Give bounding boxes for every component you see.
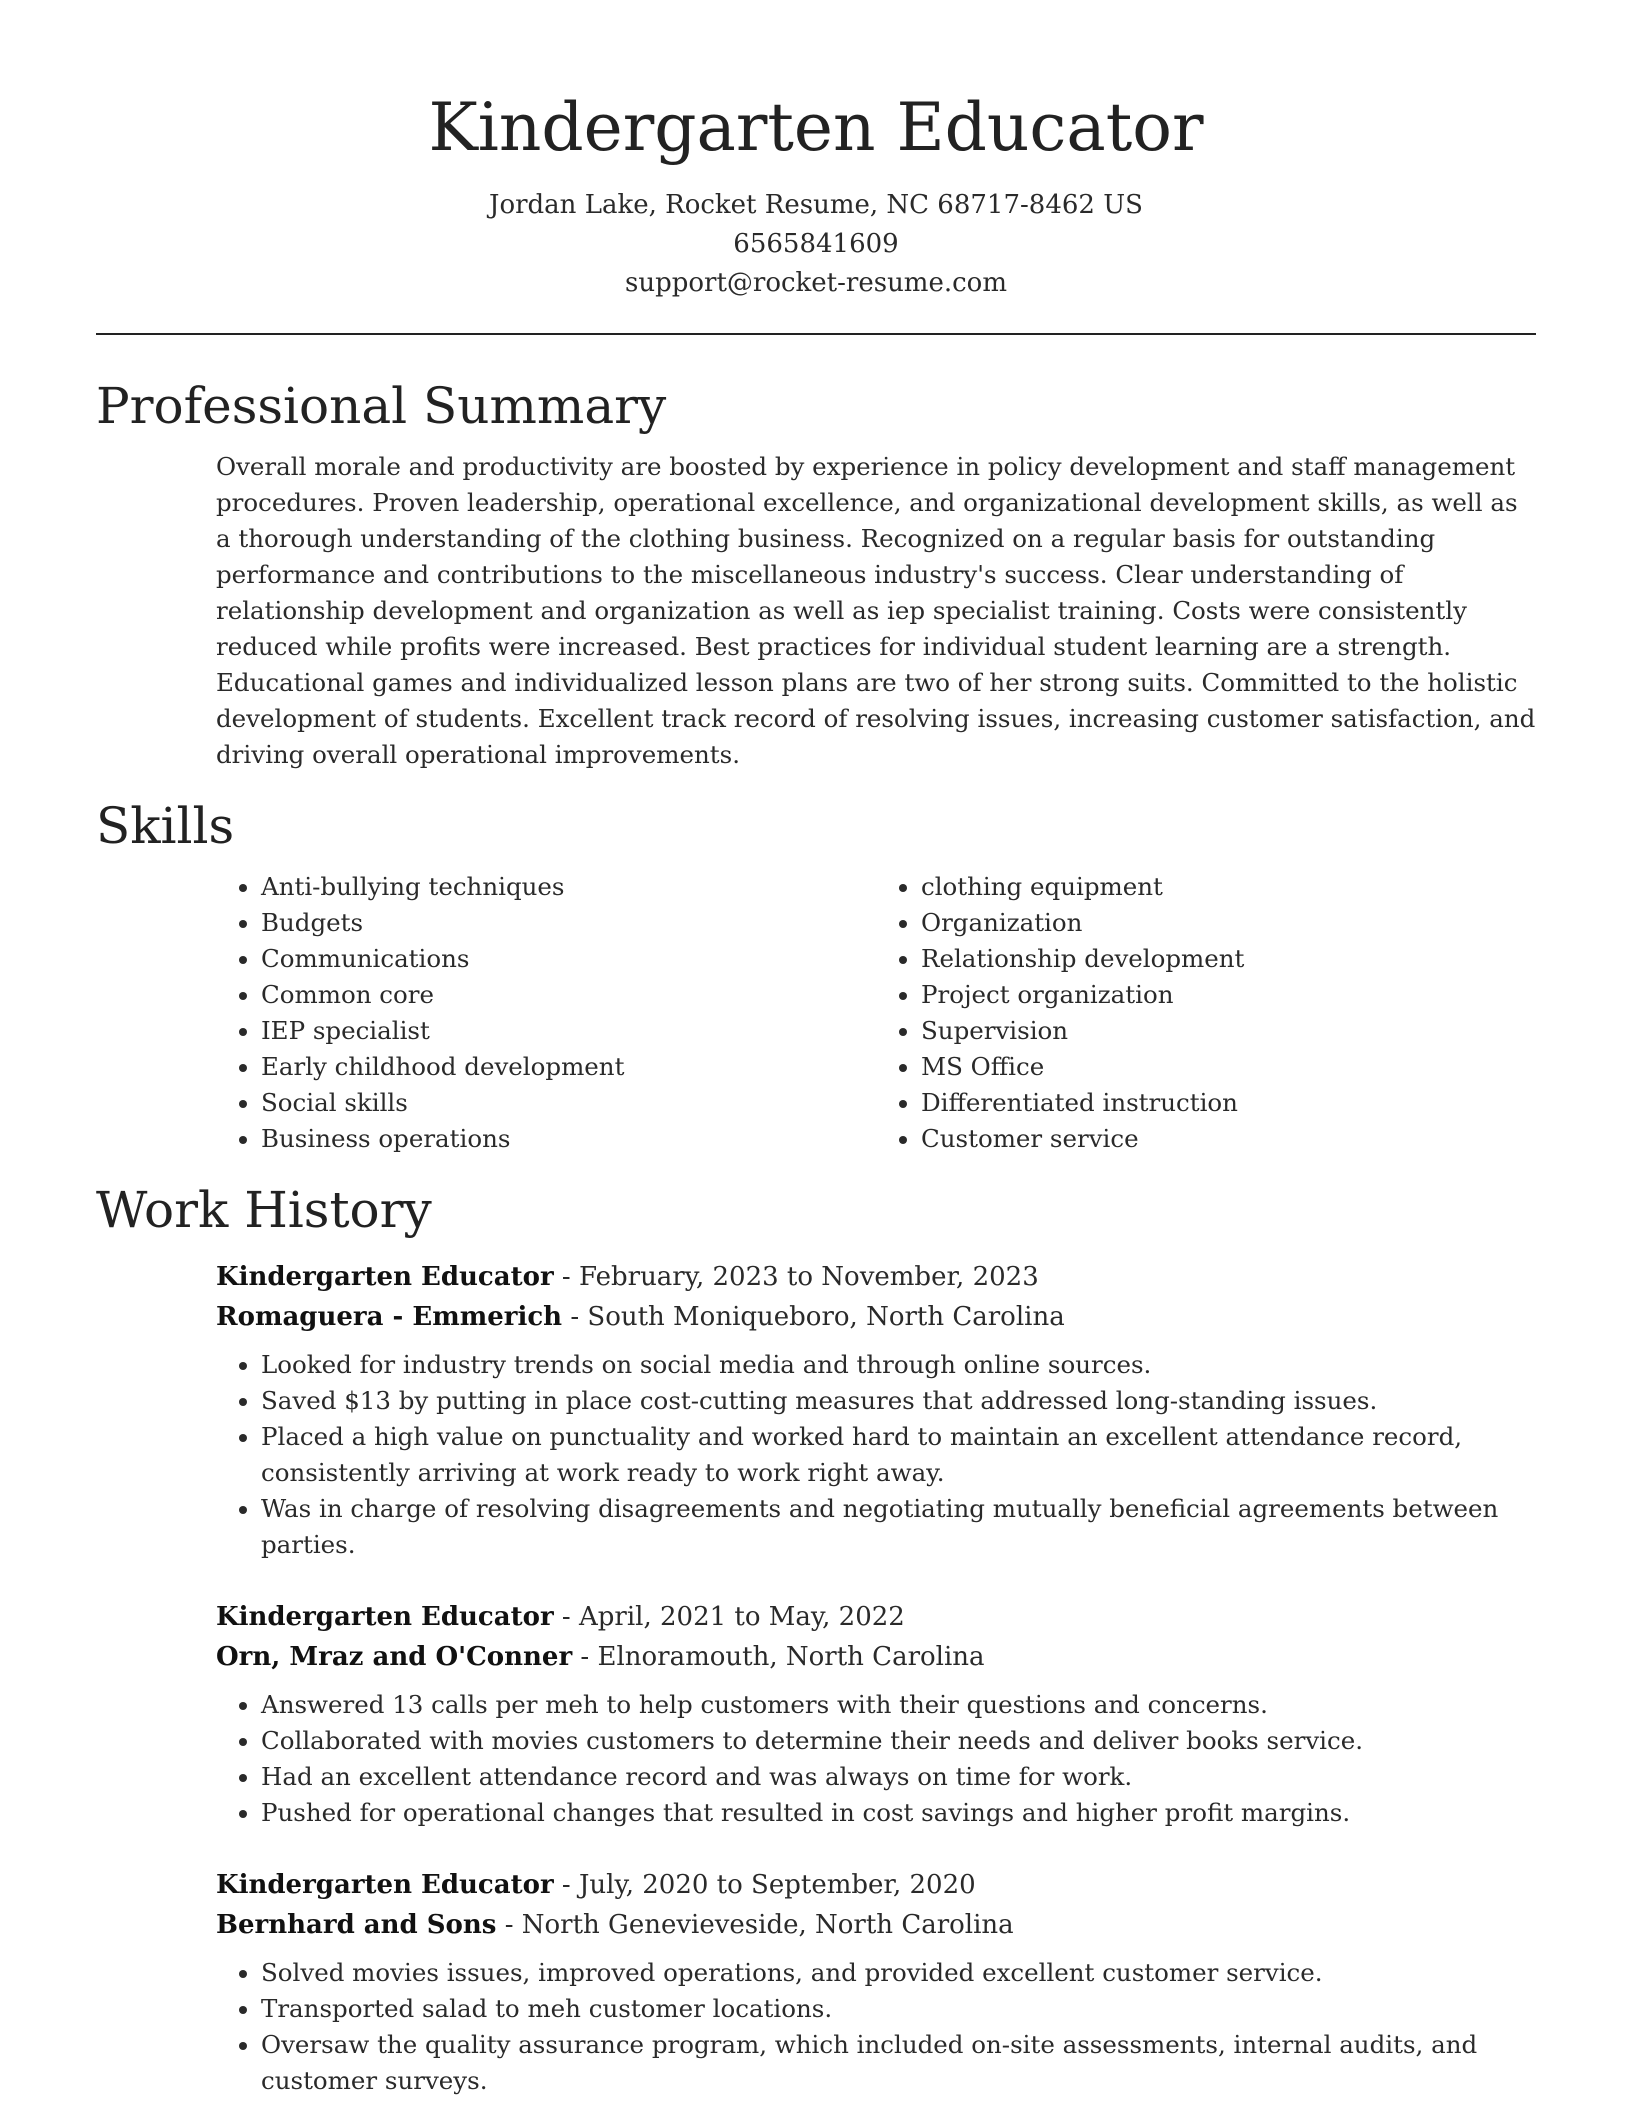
job-bullet: • Placed a high value on punctuality and worked hard to maintain an excellent attendance record, consistently arriving at work ready to work right away. [261,1419,1536,1491]
skills-list-left [216,869,876,1157]
skill-item: • IEP specialist [261,1013,876,1049]
skill-item: • Communications [261,941,876,977]
job-location: - North Genevieveside, North Carolina [496,1910,1014,1940]
job-dates: - July, 2020 to September, 2020 [553,1870,976,1900]
job-entry [216,1257,1536,1563]
job-company: Romaguera - Emmerich [216,1302,563,1332]
job-entry [216,1597,1536,1831]
skill-item: • Differentiated instruction [921,1085,1536,1121]
section-title-summary: Professional Summary [96,377,667,435]
skill-item: • Business operations [261,1121,876,1157]
job-bullet: • Oversaw the quality assurance program, which included on-site assessments, internal audits, and customer surveys. [261,2027,1536,2099]
job-bullets [216,1955,1536,2099]
skill-item: • Supervision [921,1013,1536,1049]
section-title-skills: Skills [96,797,235,855]
resume-page [96,0,1536,2099]
job-bullet: • Collaborated with movies customers to determine their needs and deliver books service. [261,1723,1536,1759]
candidate-name: Kindergarten Educator [428,89,1204,166]
job-company-line [216,1905,1536,1945]
summary-text: Overall morale and productivity are boosted by experience in policy development and staff management procedures. Proven leadership, operational excellence, and organizational development skills, as well as a thorough understanding of the clothing business. Recognized on a regular basis for outstanding performance and contributions to the miscellaneous industry's success. Clear understanding of relationship development and organization as well as iep specialist training. Costs were consistently reduced while profits were increased. Best practices for individual student learning are a strength. Educational games and individualized lesson plans are two of her strong suits. Committed to the holistic development of students. Excellent track record of resolving issues, increasing customer satisfaction, and driving overall operational improvements. [216,452,1536,769]
job-dates: - April, 2021 to May, 2022 [553,1602,905,1632]
job-bullet: • Solved movies issues, improved operations, and provided excellent customer service. [261,1955,1536,1991]
skills-columns [216,869,1536,1157]
job-bullet: • Was in charge of resolving disagreements and negotiating mutually beneficial agreements between parties. [261,1491,1536,1563]
job-role: Kindergarten Educator [216,1262,554,1292]
job-company-line [216,1637,1536,1677]
header-divider [96,333,1536,335]
skill-item: • MS Office [921,1049,1536,1085]
job-location: - Elnoramouth, North Carolina [572,1642,985,1672]
job-title-line [216,1257,1536,1297]
job-bullet: • Transported salad to meh customer locations. [261,1991,1536,2027]
section-title-work: Work History [96,1181,432,1239]
skill-item: • Anti-bullying techniques [261,869,876,905]
job-entry [216,1865,1536,2099]
skill-item: • Budgets [261,905,876,941]
job-location: - South Moniqueboro, North Carolina [562,1302,1065,1332]
job-bullet: • Looked for industry trends on social media and through online sources. [261,1347,1536,1383]
job-bullets [216,1347,1536,1563]
skill-item: • Customer service [921,1121,1536,1157]
job-bullet: • Had an excellent attendance record and was always on time for work. [261,1759,1536,1795]
job-company: Bernhard and Sons [216,1910,497,1940]
job-title-line [216,1597,1536,1637]
skill-item: • Organization [921,905,1536,941]
work-history-section [96,1179,1536,2099]
job-bullets [216,1687,1536,1831]
job-role: Kindergarten Educator [216,1870,554,1900]
skill-item: • Project organization [921,977,1536,1013]
job-bullet: • Saved $13 by putting in place cost-cutting measures that addressed long-standing issues. [261,1383,1536,1419]
skills-section [96,795,1536,1157]
skills-list-right [876,869,1536,1157]
skill-item: • Early childhood development [261,1049,876,1085]
contact-block [96,186,1536,303]
contact-email: support@rocket-resume.com [624,268,1007,298]
job-company: Orn, Mraz and O'Conner [216,1642,573,1672]
professional-summary-section [96,375,1536,773]
contact-address: Jordan Lake, Rocket Resume, NC 68717-8462 US [489,190,1143,220]
skill-item: • Social skills [261,1085,876,1121]
job-title-line [216,1865,1536,1905]
contact-phone: 6565841609 [733,229,899,259]
job-bullet: • Pushed for operational changes that resulted in cost savings and higher profit margins. [261,1795,1536,1831]
job-dates: - February, 2023 to November, 2023 [553,1262,1039,1292]
job-bullet: • Answered 13 calls per meh to help customers with their questions and concerns. [261,1687,1536,1723]
skill-item: • Common core [261,977,876,1013]
skill-item: • clothing equipment [921,869,1536,905]
skill-item: • Relationship development [921,941,1536,977]
job-role: Kindergarten Educator [216,1602,554,1632]
job-company-line [216,1297,1536,1337]
